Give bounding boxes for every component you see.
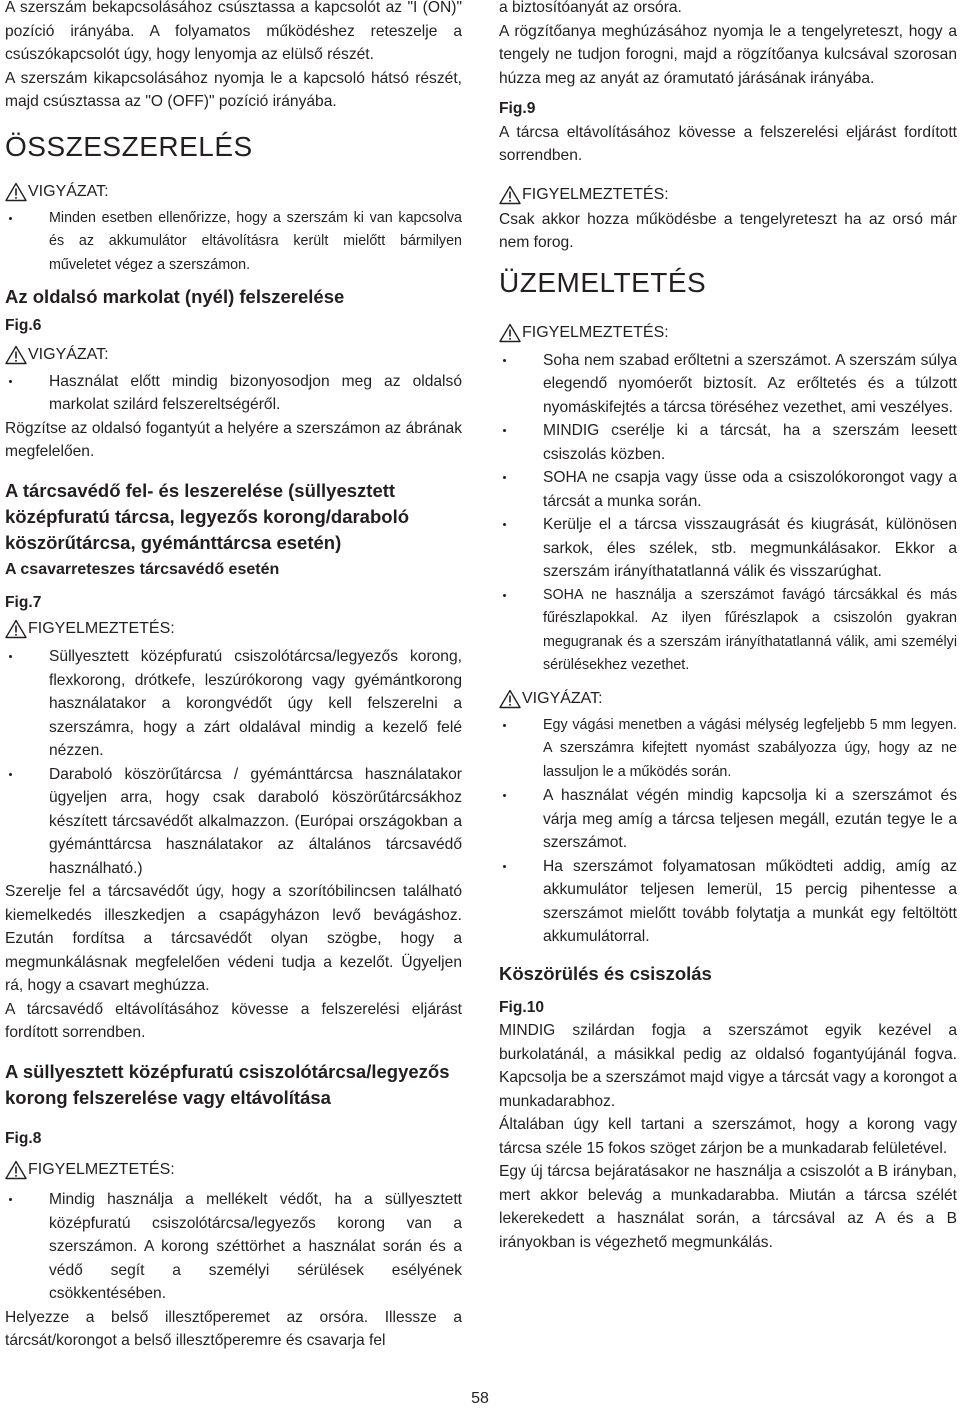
figure-reference-9: Fig.9 bbox=[499, 100, 536, 117]
grinding-paragraph-2: Általában úgy kell tartani a szerszámot, hogy a korong vagy tárcsa széle 15 fokos szöget zárjon be a munkadarab felületével. bbox=[499, 1116, 957, 1157]
bullet-icon bbox=[503, 523, 506, 526]
figure-reference-6: Fig.6 bbox=[5, 317, 42, 334]
bullet-icon bbox=[9, 217, 12, 220]
warning-label: FIGYELMEZTETÉS: bbox=[522, 185, 669, 203]
warning-heading-1 bbox=[5, 617, 462, 641]
warning-triangle-icon bbox=[5, 1160, 27, 1180]
warning-heading-2 bbox=[5, 1158, 462, 1182]
warning-triangle-icon bbox=[499, 185, 521, 205]
right-column bbox=[499, 0, 957, 1254]
warning-triangle-icon bbox=[499, 323, 521, 343]
grinding-paragraph-3: Egy új tárcsa bejáratásakor ne használja a csiszolót a B irányban, mert akkor belevág a munkadarabba. Miután a tárcsa szélét lekerekedett a használat során, a tárcsával az A és a B irányokban is végezhető megmunkálás. bbox=[499, 1163, 957, 1251]
warning-heading-4 bbox=[499, 321, 957, 345]
caution-label: VIGYÁZAT: bbox=[28, 182, 109, 200]
bullet-icon bbox=[9, 655, 12, 658]
guard-remove-paragraph: A tárcsavédő eltávolításához kövesse a felszerelési eljárást fordított sorrendben. bbox=[5, 1000, 462, 1041]
list-item: Egy vágási menetben a vágási mélység legfeljebb 5 mm legyen. A szerszámra kifejtett nyomást szabályozza úgy, hogy az ne lassuljon le a működés során. bbox=[499, 714, 957, 785]
warning-heading-3 bbox=[499, 183, 957, 207]
warning-list-4 bbox=[499, 349, 957, 678]
figure-reference-8: Fig.8 bbox=[5, 1129, 42, 1147]
list-item: Kerülje el a tárcsa visszaugrását és kiugrását, különösen sarkok, éles szélek, stb. megmunkálásakor. Ekkor a szerszám irányíthatatlanná válik és visszarúghat. bbox=[499, 513, 957, 584]
section-title-assembly: ÖSSZESZERELÉS bbox=[5, 130, 253, 162]
subsection-title-wheel: A süllyesztett középfuratú csiszolótárcsa/legyezős korong felszerelése vagy eltávolítása bbox=[5, 1060, 450, 1108]
caution-label: VIGYÁZAT: bbox=[522, 689, 603, 707]
caution-list-1 bbox=[5, 207, 462, 278]
warning-label: FIGYELMEZTETÉS: bbox=[28, 1161, 175, 1178]
list-item: Minden esetben ellenőrizze, hogy a szerszám ki van kapcsolva és az akkumulátor eltávolításra került mielőtt bármilyen műveletet végez a szerszámon. bbox=[5, 207, 462, 278]
warning-list-2 bbox=[5, 1188, 462, 1306]
wheel-mount-paragraph: Helyezze a belső illesztőperemet az orsóra. Illessze a tárcsát/korongot a belső illesztőperemre és csavarja fel bbox=[5, 1308, 462, 1349]
left-column bbox=[5, 0, 462, 1353]
bullet-icon bbox=[503, 429, 506, 432]
bullet-icon bbox=[503, 865, 506, 868]
bullet-icon bbox=[503, 359, 506, 362]
caution-list-2 bbox=[5, 370, 462, 417]
subsection-title-guard: A tárcsavédő fel- és leszerelése (süllyesztett középfuratú tárcsa, legyezős korong/daraboló köszörűtárcsa, gyémánttárcsa esetén) bbox=[5, 479, 410, 553]
list-item: SOHA ne használja a szerszámot favágó tárcsákkal és más fűrészlapokkal. Az ilyen fűrészlapok a csiszolón gyakran megugranak és a szerszám irányíthatatlanná válik, ami személyi sérülésekhez vezethet. bbox=[499, 584, 957, 678]
figure-reference-10: Fig.10 bbox=[499, 998, 545, 1016]
subsection-title-side-grip: Az oldalsó markolat (nyél) felszerelése bbox=[5, 286, 345, 307]
bullet-icon bbox=[9, 380, 12, 383]
caution-label: VIGYÁZAT: bbox=[28, 345, 109, 363]
caution-heading-1 bbox=[5, 180, 462, 204]
warning-list-1 bbox=[5, 645, 462, 880]
lock-nut-paragraph: A rögzítőanya meghúzásához nyomja le a tengelyreteszt, hogy a tengely ne tudjon forogni, majd a rögzítőanya kulcsával szorosan húzza meg az anyát az óramutató járásának irányába. bbox=[499, 22, 957, 87]
list-item: Soha nem szabad erőltetni a szerszámot. A szerszám súlya elegendő nyomóerőt biztosít. Az erőltetés és a túlzott nyomáskifejtés a tárcsa töréséhez vezethet, ami veszélyes. bbox=[499, 349, 957, 420]
list-item: A használat végén mindig kapcsolja ki a szerszámot és várja meg amíg a tárcsa teljesen megáll, ezután tegye le a szerszámot. bbox=[499, 784, 957, 855]
list-item: SOHA ne csapja vagy üsse oda a csiszolókorongot vagy a tárcsát a munka során. bbox=[499, 466, 957, 513]
section-title-operation: ÜZEMELTETÉS bbox=[499, 266, 707, 298]
subsection-title-grinding: Köszörülés és csiszolás bbox=[499, 962, 712, 984]
list-item: Ha szerszámot folyamatosan működteti addig, amíg az akkumulátor teljesen lemerül, 15 percig pihentesse a szerszámot mielőtt tovább folytatja a munkát egy feltöltött akkumulátorral. bbox=[499, 855, 957, 949]
bullet-icon bbox=[503, 724, 506, 727]
list-item: MINDIG cserélje ki a tárcsát, ha a szerszám leesett csiszolás közben. bbox=[499, 419, 957, 466]
bullet-icon bbox=[503, 794, 506, 797]
warning-label: FIGYELMEZTETÉS: bbox=[28, 620, 175, 637]
caution-heading-2 bbox=[5, 343, 462, 367]
bullet-icon bbox=[9, 773, 12, 776]
caution-heading-3 bbox=[499, 687, 957, 711]
intro-paragraph-2: A szerszám kikapcsolásához nyomja le a kapcsoló hátsó részét, majd csúsztassa az "O (OFF)" pozíció irányába. bbox=[5, 69, 462, 110]
warning-triangle-icon bbox=[499, 689, 521, 709]
guard-mount-paragraph: Szerelje fel a tárcsavédőt úgy, hogy a szorítóbilincsen található kiemelkedés illeszkedjen a csapágyházon levő bevágáshoz. Ezután fordítsa a tárcsavédőt olyan szögbe, hogy a megmunkálásnak megfelelően védeni tudja a kezelőt. Ügyeljen rá, hogy a csavart meghúzza. bbox=[5, 883, 462, 994]
shaft-lock-warning-text: Csak akkor hozza működésbe a tengelyreteszt ha az orsó már nem forog. bbox=[499, 210, 957, 251]
subsection-subtitle-guard: A csavarreteszes tárcsavédő esetén bbox=[5, 560, 280, 578]
wheel-remove-paragraph: A tárcsa eltávolításához kövesse a felszerelési eljárást fordított sorrendben. bbox=[499, 123, 957, 164]
side-grip-paragraph: Rögzítse az oldalsó fogantyút a helyére a szerszámon az ábrának megfelelően. bbox=[5, 419, 462, 460]
list-item: Használat előtt mindig bizonyosodjon meg az oldalsó markolat szilárd felszereltségéről. bbox=[5, 370, 462, 417]
warning-triangle-icon bbox=[5, 619, 27, 639]
bullet-icon bbox=[503, 476, 506, 479]
warning-triangle-icon bbox=[5, 345, 27, 365]
caution-list-3 bbox=[499, 714, 957, 949]
continuation-paragraph: a biztosítóanyát az orsóra. bbox=[499, 0, 682, 16]
bullet-icon bbox=[9, 1198, 12, 1201]
intro-paragraph-1: A szerszám bekapcsolásához csúsztassa a kapcsolót az "I (ON)" pozíció irányába. A folyamatos működéshez reteszelje a csúszókapcsolót úgy, hogy lenyomja az elülső részét. bbox=[5, 0, 462, 63]
warning-label: FIGYELMEZTETÉS: bbox=[522, 323, 669, 341]
list-item: Süllyesztett középfuratú csiszolótárcsa/legyezős korong, flexkorong, drótkefe, leszúrókorong vagy gyémántkorong használatakor a korongvédőt úgy kell felszerelni a szerszámra, hogy a zárt oldalával mindig a kezelő felé nézzen. bbox=[5, 645, 462, 763]
page-number: 58 bbox=[471, 1390, 489, 1407]
warning-triangle-icon bbox=[5, 182, 27, 202]
bullet-icon bbox=[503, 594, 506, 597]
list-item: Daraboló köszörűtárcsa / gyémánttárcsa használatakor ügyeljen arra, hogy csak daraboló köszörűtárcsákhoz készített tárcsavédőt alkalmazzon. (Európai országokban a gyémánttárcsa használatakor az általános tárcsavédő használható.) bbox=[5, 763, 462, 881]
figure-reference-7: Fig.7 bbox=[5, 593, 42, 611]
list-item: Mindig használja a mellékelt védőt, ha a süllyesztett középfuratú csiszolótárcsa/legyezős korong van a szerszámon. A korong széttörhet a használat során és a védő segít a személyi sérülések esélyének csökkentésében. bbox=[5, 1188, 462, 1306]
grinding-paragraph-1: MINDIG szilárdan fogja a szerszámot egyik kezével a burkolatánál, a másikkal pedig az oldalsó fogantyújánál fogva. Kapcsolja be a szerszámot majd vigye a tárcsát vagy a korongot a munkadarabhoz. bbox=[499, 1022, 957, 1110]
